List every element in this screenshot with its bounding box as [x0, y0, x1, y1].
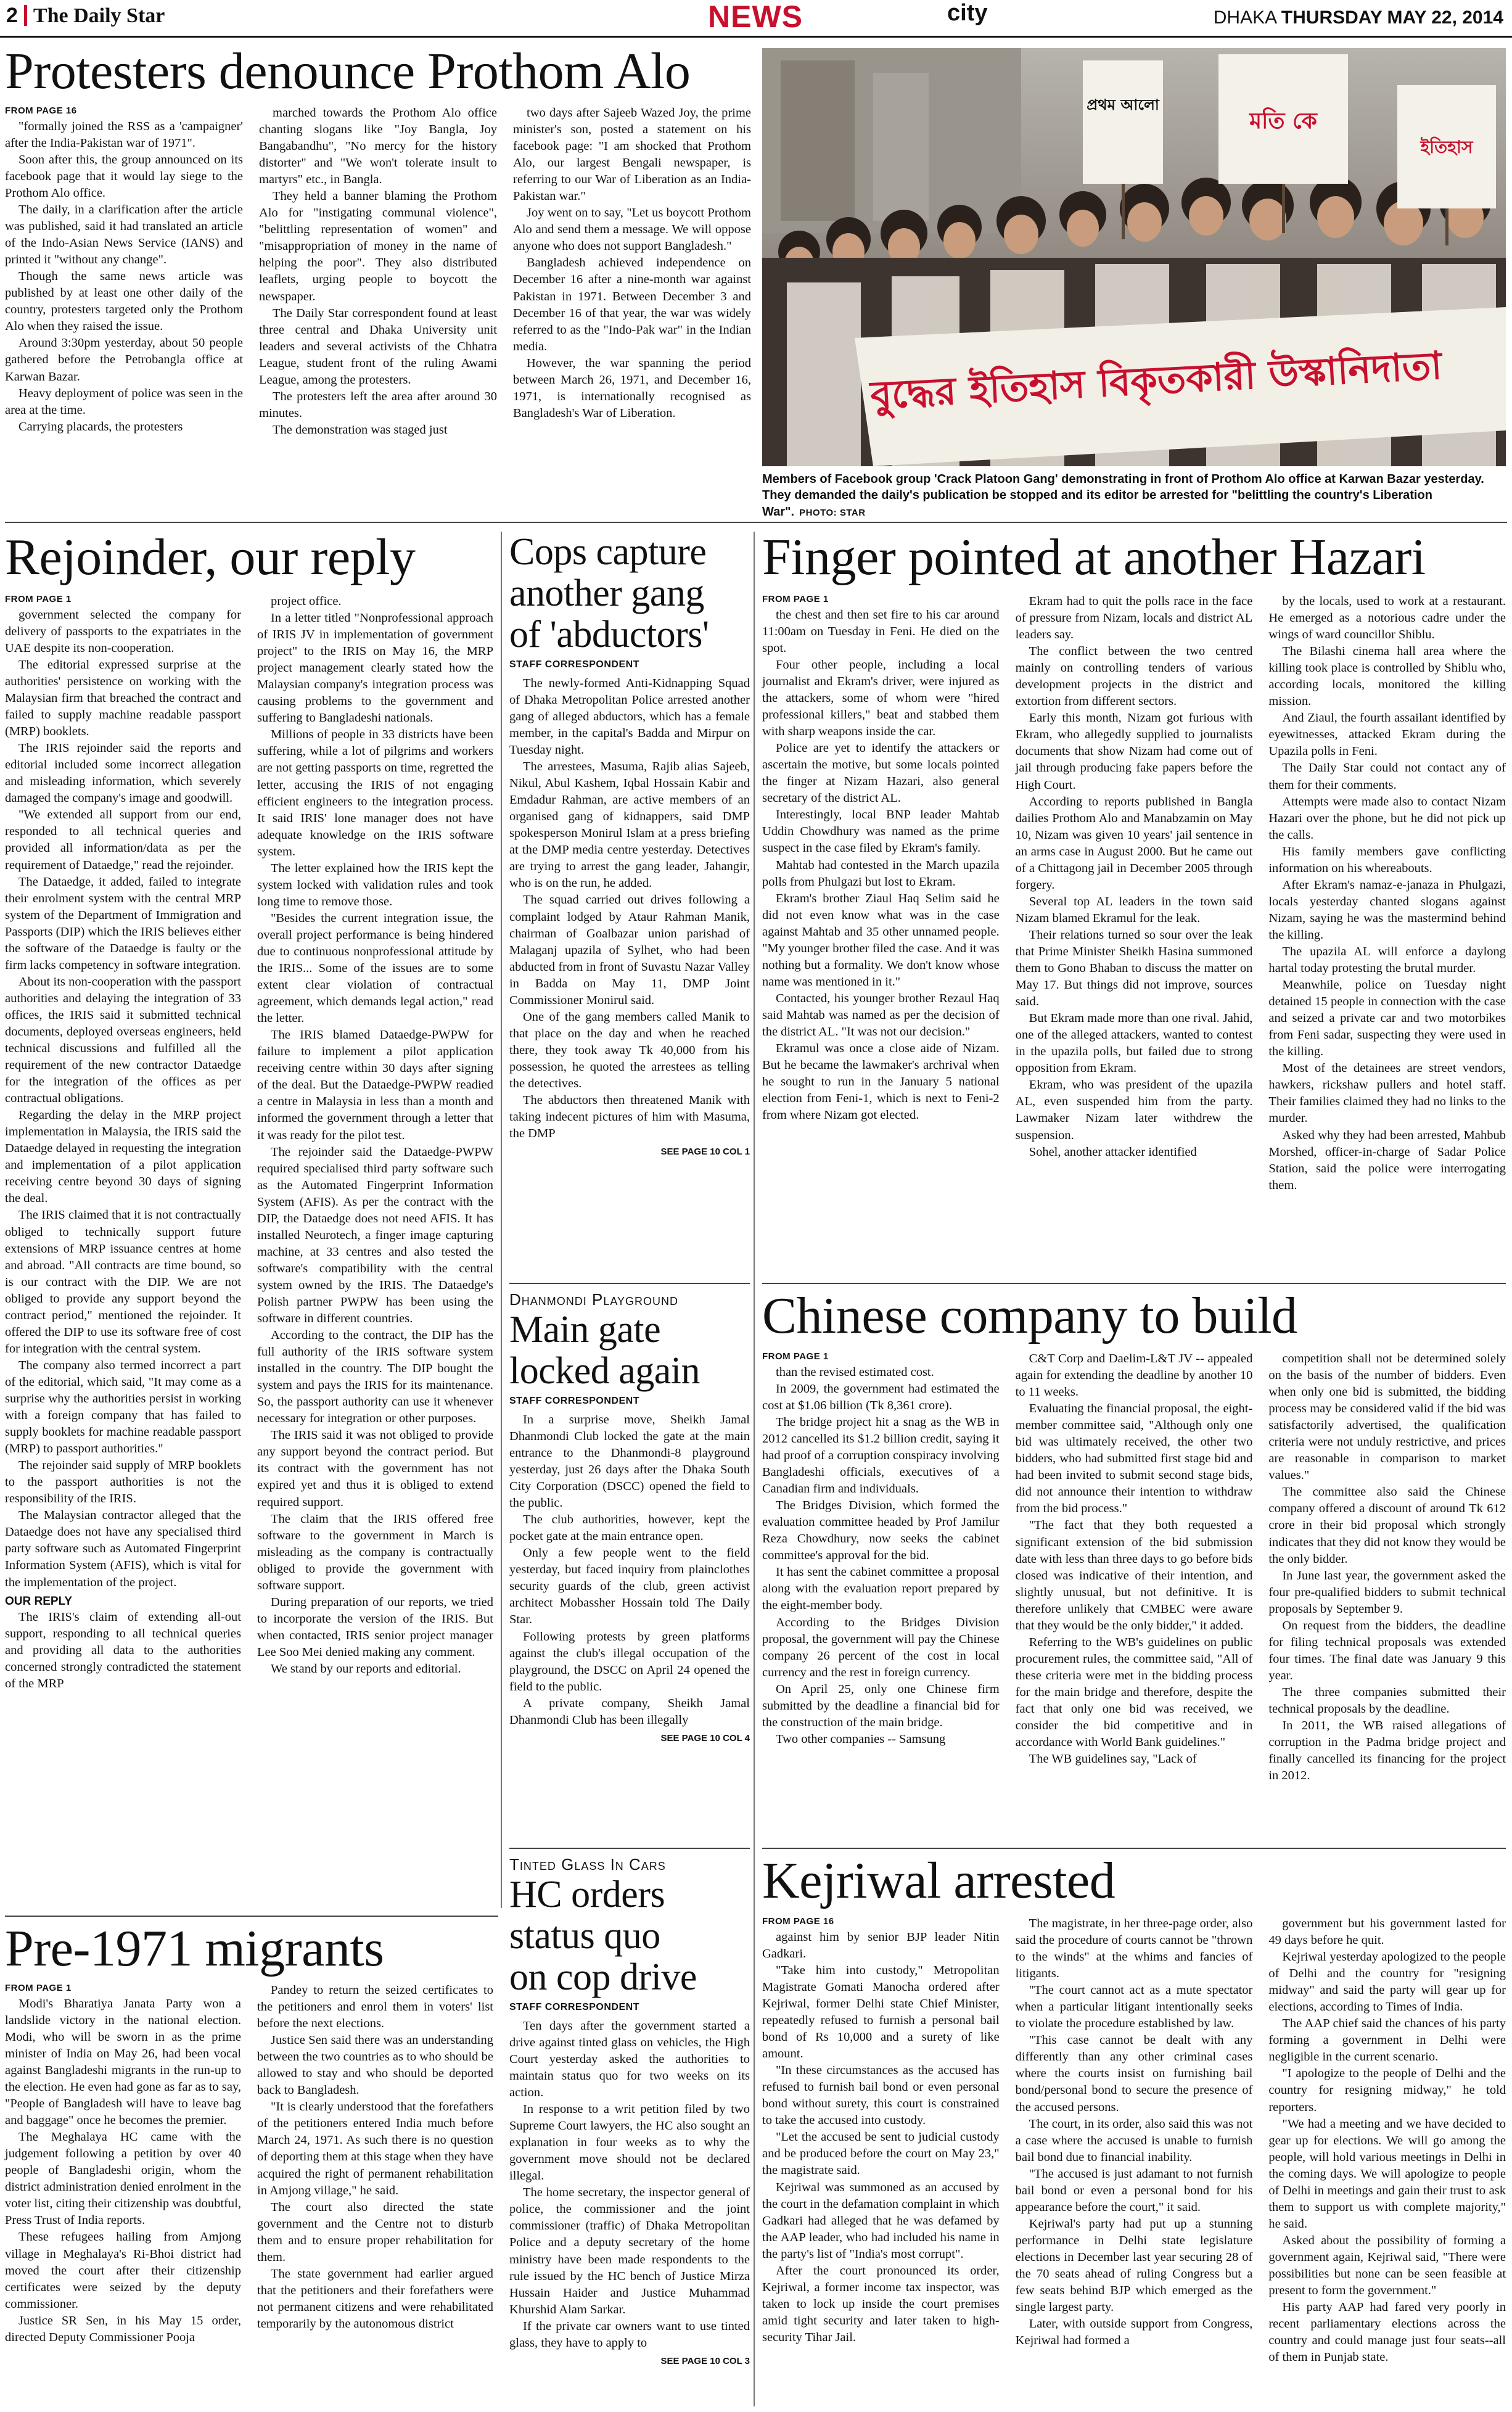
body-paragraph: Ten days after the government started a drive against tinted glass on vehicles, the High Court yesterday asked the authorities to maintain status quo for two weeks on its action. [509, 2019, 750, 2100]
protest-photo-illustration [762, 48, 1506, 466]
body-paragraph: The claim that the IRIS offered free software to the government in March is misleading as the company is contractually obliged to provide the government with software support. [257, 1512, 493, 1592]
body-paragraph: Four other people, including a local journalist and Ekram's driver, were injured as the attackers, some of whom were "hired professional killers," beat and stabbed them with sharp weapons inside the car. [762, 657, 1000, 739]
body-paragraph: Interestingly, local BNP leader Mahtab Uddin Chowdhury was named as the prime suspect in the case filed by Ekram's family. [762, 808, 1000, 855]
body-paragraph: The Bridges Division, which formed the evaluation committee headed by Prof Jamilur Reza Chowdhury, now seeks the cabinet committee's approval for the bid. [762, 1499, 1000, 1563]
story-cops [509, 531, 750, 1158]
chinese-col-3 [1268, 1351, 1506, 1819]
body-paragraph: The abductors then threatened Manik with taking indecent pictures of him with Masuma, the DMP [509, 1093, 750, 1141]
story-chinese-body [762, 1351, 1506, 1819]
jump-line: SEE PAGE 10 COL 3 [660, 2355, 750, 2366]
our-reply-text: The IRIS's claim of extending all-out support, responding to all technical queries and providing all data to the authorities concerned strongly contradicted the statement of the MRP [5, 1610, 241, 1690]
body-paragraph: Attempts were made also to contact Nizam Hazari over the phone, but he did not pick up the calls. [1268, 794, 1506, 842]
paper-name: The Daily Star [33, 4, 165, 27]
body-paragraph: Carrying placards, the protesters [18, 419, 183, 434]
body-paragraph: Ekram had to quit the polls race in the face of pressure from Nizam, locals and district AL leaders say. [1015, 595, 1253, 642]
banner-text: বুদ্ধের ইতিহাস বিকৃতকারী উস্কানিদাতা [869, 342, 1444, 418]
photo-credit: PHOTO: STAR [799, 507, 866, 518]
body-paragraph: The Malaysian contractor alleged that the Dataedge does not have any specialised third party software such as Automated Fingerprint Information System (AFIS), which is vital for the implementation of the project. [5, 1509, 241, 1589]
headline-line: Cops capture [509, 531, 707, 573]
body-paragraph: Referring to the WB's guidelines on public procurement rules, the committee said, "All of these criteria were met in the bidding process for the main bridge and therefore, despite the fact that only one bid was received, we consider the bid competitive and in accordance with World Bank guidelines." [1015, 1635, 1253, 1750]
body-paragraph: During preparation of our reports, we tried to incorporate the version of the IRIS. But when contacted, IRIS senior project manager Lee Soo Mei denied making any comment. [257, 1595, 493, 1659]
from-page-label: FROM PAGE 1 [762, 594, 829, 604]
body-paragraph: In June last year, the government asked the four pre-qualified bidders to submit technical proposals by September 9. [1268, 1568, 1506, 1616]
body-paragraph: These refugees hailing from Amjong village in Meghalaya's Ri-Bhoi district had moved the court after their citizenship certificates were seized by the deputy commissioner. [5, 2230, 241, 2311]
body-paragraph: It has sent the cabinet committee a proposal along with the evaluation report prepared by the eight-member body. [762, 1565, 1000, 1613]
section-name: NEWS [708, 0, 803, 34]
rejoinder-col-1 [5, 593, 241, 1906]
body-paragraph: Contacted, his younger brother Rezaul Haq said Mahtab was named as per the decision of the district AL. "It was not our decision." [762, 991, 1000, 1039]
body-paragraph: After the court pronounced its order, Kejriwal, a former income tax inspector, was taken to lock up inside the court premises amid tight security and later taken to high-security Tihar Jail. [762, 2263, 1000, 2344]
headline-line: on cop drive [509, 1956, 697, 1998]
body-paragraph: The company also termed incorrect a part of the editorial, which said, "It may come as a surprise why the authorities persist in working with a foreign company that has failed to supply booklets for machine readable passport (MRP) to passport authorities." [5, 1358, 241, 1456]
headline-migrants: Pre-1971 migrants [5, 1920, 384, 1977]
story-dhanmondi [509, 1290, 750, 1813]
placard-3-text: ইতিহাস [1420, 137, 1473, 157]
body-paragraph: The home secretary, the inspector general of police, the commissioner and the joint commissioner (traffic) of Dhaka Metropolitan Police and a deputy secretary of the home ministry have been made respondents to the rule issued by the HC bench of Justice Mirza Hussain Haider and Justice Muhammad Khurshid Alam Sarkar. [509, 2186, 750, 2316]
body-paragraph: The arrestees, Masuma, Rajib alias Sajeeb, Nikul, Abul Kashem, Iqbal Hossain Kabir and Emdadur Rahman, are active members of an organised gang of kidnappers, said DMP spokesperson Monirul Islam at a press briefing at the DMP media centre yesterday. Detectives are trying to arrest the gang leader, Jahangir, who is on the run, he added. [509, 760, 750, 891]
protest-photo [762, 48, 1506, 466]
placard-2-text: মতি কে [1249, 109, 1317, 134]
headline-line: another gang [509, 572, 704, 614]
body-paragraph: The Daily Star could not contact any of them for their comments. [1268, 761, 1506, 792]
byline: STAFF CORRESPONDENT [509, 2001, 639, 2012]
body-paragraph: They held a banner blaming the Prothom Alo for "instigating communal violence", "belittling representation of women" and "misappropriation of money in the name of helping the poor". They also distributed leaflets, urging people to boycott the newspaper. [259, 189, 497, 303]
body-paragraph: "Let the accused be sent to judicial custody and be produced before the court on May 23," the magistrate said. [762, 2130, 1000, 2178]
body-paragraph: project office. [271, 595, 342, 608]
dateline [1214, 7, 1503, 28]
body-paragraph: Early this month, Nizam got furious with Ekram, who allegedly supplied to journalists documents that show Nizam had come out of jail through producing fake papers before the High Court. [1015, 711, 1253, 792]
column-rule-a [501, 532, 502, 1908]
placard-1-text: প্রথম আলো [1087, 96, 1159, 113]
body-paragraph: A private company, Sheikh Jamal Dhanmondi Club has been illegally [509, 1696, 750, 1727]
headline-line: Main gate [509, 1309, 661, 1351]
migrants-col-1 [5, 1982, 241, 2406]
kicker: Dhanmondi Playground [509, 1290, 679, 1309]
dateline-date: THURSDAY MAY 22, 2014 [1281, 7, 1503, 28]
photo-caption-text: Members of Facebook group 'Crack Platoon Gang' demonstrating in front of Prothom Alo office at Karwan Bazar yesterday. They demanded the daily's publication be stopped and its editor be arrested for "belittling the country's Liberation War". [762, 472, 1484, 519]
headline-chinese: Chinese company to build [762, 1287, 1297, 1344]
body-paragraph: About its non-cooperation with the passport authorities and delaying the integration of 33 offices, the IRIS said it submitted technical documents, deployed overseas engineers, held technical discussions and fulfilled all the requirement of the new contractor Dataedge for the integration of the offices as per contractual obligations. [5, 974, 241, 1106]
body-paragraph: The club authorities, however, kept the pocket gate at the main entrance open. [509, 1513, 750, 1544]
body-paragraph: We stand by our reports and editorial. [271, 1662, 461, 1676]
body-paragraph: Most of the detainees are street vendors, hawkers, rickshaw pullers and hotel staff. Their families claimed they had no links to the murder. [1268, 1061, 1506, 1126]
body-paragraph: Pandey to return the seized certificates to the petitioners and enrol them in voters' list before the next elections. [257, 1983, 493, 2031]
body-paragraph: Around 3:30pm yesterday, about 50 people gathered before the Petrobangla office at Karwan Bazar. [5, 336, 243, 384]
headline-rejoinder: Rejoinder, our reply [5, 529, 416, 586]
body-paragraph: two days after Sajeeb Wazed Joy, the prime minister's son, posted a statement on his facebook page: "I am shocked that Prothom Alo, our largest Bengali newspaper, is referring to our War of Liberation as an India-Pakistan war." [513, 106, 751, 204]
body-paragraph: On request from the bidders, the deadline for filing technical proposals was extended four times. The final date was January 9 this year. [1268, 1618, 1506, 1682]
body-paragraph: Ekram's brother Ziaul Haq Selim said he did not even know what was in the case against Mahtab and 35 other unnamed people. "My younger brother filed the case. And it was nothing but a formality. We don't know whose name was mentioned in it." [762, 891, 1000, 989]
body-paragraph: Police are yet to identify the attackers or ascertain the motive, but some locals pointed the finger at Nizam Hazari, also general secretary of the district AL. [762, 741, 1000, 805]
column-rule-b [754, 532, 755, 2406]
headline-line: HC orders [509, 1874, 665, 1916]
body-paragraph: "The fact that they both requested a significant extension of the bid submission date with less than three days to go before bids closed was indicative of their intention, and slightly unusual, but not definitive. It is therefore unlikely that CMBEC were aware that they would be the only bidder," it added. [1015, 1518, 1253, 1632]
body-paragraph: The letter explained how the IRIS kept the system locked with validation rules and took long time to remove those. [257, 861, 493, 908]
body-paragraph: After Ekram's namaz-e-janaza in Phulgazi, locals yesterday chanted slogans against Nizam, saying he was the mastermind behind the killing. [1268, 878, 1506, 942]
body-paragraph: In a letter titled "Nonprofessional approach of IRIS JV in implementation of government project" to the IRIS on May 16, the MRP project management clearly stated how the Malaysian company's integration process was causing problems to the government and suffering to Bangladeshi nationals. [257, 611, 493, 725]
body-paragraph: Later, with outside support from Congress, Kejriwal had formed a [1015, 2317, 1253, 2348]
body-paragraph: Kejriwal yesterday apologized to the people of Delhi and the country for "resigning midway" and said the party will gear up for elections, according to Times of India. [1268, 1950, 1506, 2014]
body-paragraph: The daily, in a clarification after the article was published, said it had translated an article of the Indo-Asian News Service (IANS) and printed it "without any change". [5, 203, 243, 267]
hazari-col-3 [1268, 593, 1506, 1270]
body-paragraph: In 2009, the government had estimated the cost at $1.06 billion (Tk 8,361 crore). [762, 1381, 1000, 1412]
byline: STAFF CORRESPONDENT [509, 659, 639, 670]
body-paragraph: The rejoinder said the Dataedge-PWPW required specialised third party software such as the Automated Fingerprint Information System (AFIS). As per the contract with the DIP, the Dataedge does not need AFIS. It has installed Neurotech, a finger image capturing machine, at 33 centres and also tested the software's compatibility with the central system owned by the IRIS. The Dataedge's Polish partner PWPW has been using the software in different countries. [257, 1145, 493, 1326]
photo-caption [762, 471, 1506, 520]
body-paragraph: "In these circumstances as the accused has refused to furnish bail bond or even personal bond without surety, this court is constrained to take the accused into custody. [762, 2064, 1000, 2128]
body-paragraph: Kejriwal was summoned as an accused by the court in the defamation complaint in which Gadkari had alleged that he was defamed by the AAP leader, who had included his name in the party's list of "India's most corrupt". [762, 2180, 1000, 2261]
our-reply-label: OUR REPLY [5, 1594, 73, 1608]
body-paragraph: The IRIS claimed that it is not contractually obliged to technically support future extensions of MRP issuance centres at home and abroad. "All contracts are time bound, so is our contract with the DIP. We are not obliged to provide any support beyond the contract period," mentioned the rejoinder. It offered the DIP to use its software free of cost for integration with the central system. [5, 1208, 241, 1356]
body-paragraph: If the private car owners want to use tinted glass, they have to apply to [509, 2319, 750, 2350]
body-paragraph: The rejoinder said supply of MRP booklets to the passport authorities is not the responsibility of the IRIS. [5, 1459, 241, 1506]
body-paragraph: The Dataedge, it added, failed to integrate their enrolment system with the central MRP system of the Department of Immigration and Passports (DIP) which the IRIS believes either the software of the Dataedge is faulty or the firm lacks competency in software integration. [5, 875, 241, 972]
body-paragraph: His party AAP had fared very poorly in recent parliamentary elections across the country and could manage just four seats--all of them in Punjab state. [1268, 2300, 1506, 2365]
jump-line: SEE PAGE 10 COL 4 [660, 1732, 750, 1743]
body-paragraph: Asked about the possibility of forming a government again, Kejriwal said, "There were possibilities but none can be seen feasible at present to form the government." [1268, 2233, 1506, 2298]
headline-line: locked again [509, 1349, 701, 1392]
body-paragraph: "We extended all support from our end, responded to all technical queries and provided all information/data as per the requirement of Dataedge," read the rejoinder. [5, 808, 241, 872]
body-paragraph: marched towards the Prothom Alo office chanting slogans like "Joy Bangla, Joy Bangabandhu", "No mercy for the history distorter" and "We won't tolerate insult to martyrs" etc., in Bangla. [259, 106, 497, 187]
section-rule-4 [5, 1916, 498, 1917]
body-paragraph: The Meghalaya HC came with the judgement following a petition by over 40 people of Bangladeshi origin, whom the district administration denied enrolment in the voter list, citing their citizenship was doubtful, Press Trust of India reports. [5, 2130, 241, 2228]
kicker: Tinted Glass In Cars [509, 1855, 666, 1874]
body-paragraph: The court also directed the state government and the Centre not to disturb them and to ensure proper rehabilitation for them. [257, 2200, 493, 2264]
body-paragraph: The IRIS rejoinder said the reports and editorial included some incorrect allegation and misleading information, which severely damaged the company's image and goodwill. [5, 741, 241, 805]
body-paragraph: The WB guidelines say, "Lack of [1029, 1752, 1197, 1766]
body-paragraph: by the locals, used to work at a restaurant. He emerged as a notorious cadre under the wings of ward councillor Shiblu. [1268, 595, 1506, 642]
body-paragraph: Though the same news article was published by at least one other daily of the country, protesters targeted only the Prothom Alo when they raised the issue. [5, 270, 243, 334]
body-paragraph: The editorial expressed surprise at the authorities' persistence on working with the Malaysian firm that breached the contract and failed to supply machine readable passport (MRP) booklets. [5, 657, 241, 739]
prothom-col-2 [259, 105, 497, 506]
body-paragraph: On April 25, only one Chinese firm submitted by the deadline a financial bid for the construction of the main bridge. [762, 1682, 1000, 1729]
body-paragraph: In response to a writ petition filed by two Supreme Court lawyers, the HC also sought an explanation in four weeks as to why the government move should not be declared illegal. [509, 2102, 750, 2183]
body-paragraph: Joy went on to say, "Let us boycott Prothom Alo and send them a message. We will oppose anyone who does not support Bangladesh." [513, 206, 751, 253]
story-prothom-body [5, 105, 751, 506]
body-paragraph: "Take him into custody," Metropolitan Magistrate Gomati Manocha ordered after Kejriwal, former Delhi state Chief Minister, repeatedly refused to furnish a personal bail bond of Rs 10,000 and a surety of like amount. [762, 1963, 1000, 2061]
body-paragraph: Heavy deployment of police was seen in the area at the time. [5, 386, 243, 417]
body-paragraph: The Daily Star correspondent found at least three central and Dhaka University unit leaders and several activists of the Chhatra League, student front of the ruling Awami League, among the protesters. [259, 306, 497, 387]
hc-body [509, 2018, 750, 2388]
body-paragraph: Justice Sen said there was an understanding between the two countries as to who should be allowed to stay and who should be deported back to Bangladesh. [257, 2033, 493, 2097]
body-paragraph: Several top AL leaders in the town said Nizam blamed Ekramul for the leak. [1015, 894, 1253, 925]
body-paragraph: The bridge project hit a snag as the WB in 2012 cancelled its $1.2 billion credit, saying it had proof of a corruption conspiracy involving Bangladeshi officials, executives of a Canadian firm and individuals. [762, 1415, 1000, 1496]
body-paragraph: According to the contract, the DIP has the full authority of the IRIS software system installed in the country. The DIP bought the system and pays the IRIS for its maintenance. So, the passport authority can use it whenever necessary for integration or other purposes. [257, 1328, 493, 1426]
body-paragraph: Their relations turned so sour over the leak that Prime Minister Sheikh Hasina summoned them to Gono Bhaban to discuss the matter on May 17. But things did not improve, sources said. [1015, 928, 1253, 1009]
chinese-col-1 [762, 1351, 1000, 1819]
headline-hc [509, 1874, 750, 1998]
story-rule-cops [509, 1283, 750, 1284]
body-paragraph: The IRIS said it was not obliged to provide any support beyond the contract period. But its contract with the government has not expired yet and thus it is obliged to extend required support. [257, 1428, 493, 1509]
kejriwal-col-2 [1016, 1916, 1253, 2406]
prothom-col-1 [5, 105, 243, 506]
body-paragraph: government selected the company for delivery of passports to the expatriates in the UAE despite its non-cooperation. [5, 607, 241, 655]
body-paragraph: than the revised estimated cost. [776, 1365, 934, 1379]
masthead [0, 0, 1512, 38]
body-paragraph: The committee also said the Chinese company offered a discount of around Tk 612 crore in their bid proposal which strongly indicates that they did not know they would be the only bidder. [1268, 1485, 1506, 1566]
chinese-col-2 [1016, 1351, 1253, 1819]
from-page-label: FROM PAGE 16 [5, 105, 77, 116]
rejoinder-col-2 [257, 593, 493, 1906]
headline-kejriwal: Kejriwal arrested [762, 1852, 1116, 1909]
prothom-col-3 [513, 105, 751, 506]
body-paragraph: competition shall not be determined solely on the basis of the number of bidders. Even when only one bid is submitted, the bidding process may be considered valid if the bid was satisfactorily advertised, the qualification criteria were not unduly restrictive, and prices are reasonable in comparison to market values." [1268, 1352, 1506, 1483]
body-paragraph: In 2011, the WB raised allegations of corruption in the Padma bridge project and finally cancelled its financing for the project in 2012. [1268, 1719, 1506, 1783]
body-paragraph: "The accused is just adamant to not furnish bail bond or even a personal bond for his appearance before the court," it said. [1015, 2167, 1253, 2214]
body-paragraph: "It is clearly understood that the forefathers of the petitioners entered India much before March 24, 1971. As such there is no question of deporting them at this stage when they have acquired the right of permanent rehabilitation in Amjong village," he said. [257, 2100, 493, 2197]
body-paragraph: Only a few people went to the field yesterday, but faced inquiry from plainclothes security guards of the club, green activist architect Mobassher Hossain told The Daily Star. [509, 1546, 750, 1627]
body-paragraph: "Besides the current integration issue, the overall project performance is being hindered due to continuous nonprofessional attitude by the IRIS... Some of the issues are to some extent clear violation of contractual agreement, which demands legal action," read the letter. [257, 911, 493, 1026]
body-paragraph: The court, in its order, also said this was not a case where the accused is unable to furnish bail bond due to financial inability. [1015, 2117, 1253, 2164]
body-paragraph: "I apologize to the people of Delhi and the country for resigning midway," he told reporters. [1268, 2067, 1506, 2114]
body-paragraph: "We had a meeting and we have decided to gear up for elections. We will go among the people, will hold various meetings in Delhi in the coming days. We will apologize to people of Delhi in meetings and gain their trust to ask them to support us with complete majority," he said. [1268, 2117, 1506, 2231]
body-paragraph: Sohel, another attacker identified [1029, 1145, 1197, 1159]
from-page-label: FROM PAGE 1 [5, 594, 72, 604]
body-paragraph: According to the Bridges Division proposal, the government will pay the Chinese company 26 percent of the cost in local currency and the rest in foreign currency. [762, 1615, 1000, 1679]
body-paragraph: The conflict between the two centred mainly on controlling tenders of various development projects in the district and extortion from different sectors. [1015, 644, 1253, 709]
body-paragraph: The IRIS blamed Dataedge-PWPW for failure to implement a pilot application receiving centre within 30 days after signing of the deal. But the Dataedge-PWPW readied a centre in Malaysia in less than a month and informed the government through a letter that it was ready for the pilot test. [257, 1028, 493, 1142]
body-paragraph: And Ziaul, the fourth assailant identified by eyewitnesses, attacked Ekram during the Upazila polls in Feni. [1268, 711, 1506, 759]
body-paragraph: Meanwhile, police on Tuesday night detained 15 people in connection with the case and seized a private car and two motorbikes from Feni sadar, suspecting they were used in the killing. [1268, 978, 1506, 1059]
body-paragraph: Modi's Bharatiya Janata Party won a landslide victory in the national election. Modi, who will be sworn in as the prime minister of India on May 26, had been vocal against Bangladeshi migrants in the run-up to the election. He even had gone as far as to say, "People of Bangladesh will have to leave bag and baggage" once he becomes the premier. [5, 1996, 241, 2128]
body-paragraph: The protesters left the area after around 30 minutes. [259, 389, 497, 420]
body-paragraph: The Bilashi cinema hall area where the killing took place is controlled by Shiblu who, according locals, monitored the killing mission. [1268, 644, 1506, 709]
body-paragraph: The three companies submitted their technical proposals by the deadline. [1268, 1685, 1506, 1716]
body-paragraph: Mahtab had contested in the March upazila polls from Phulgazi but lost to Ekram. [762, 858, 1000, 889]
body-paragraph: His family members gave conflicting information on his whereabouts. [1268, 844, 1506, 875]
body-paragraph: Soon after this, the group announced on its facebook page that it would lay siege to the Prothom Alo office. [5, 152, 243, 200]
story-migrants-body [5, 1982, 493, 2406]
body-paragraph: Asked why they had been arrested, Mahbub Morshed, officer-in-charge of Sadar Police Station, said the police were interrogating them. [1268, 1128, 1506, 1192]
headline-hazari: Finger pointed at another Hazari [762, 529, 1426, 586]
body-paragraph: Justice SR Sen, in his May 15 order, directed Deputy Commissioner Pooja [5, 2313, 241, 2344]
migrants-col-2 [257, 1982, 493, 2406]
body-paragraph: Regarding the delay in the MRP project implementation in Malaysia, the IRIS said the Dataedge delayed in requesting the integration and implementation of a pilot application receiving centre beyond 30 days of signing the deal. [5, 1108, 241, 1206]
body-paragraph: According to reports published in Bangla dailies Prothom Alo and Manabzamin on May 10, Nizam was given 10 years' jail sentence in an arms case in August 2000. But he came out of a Chittagong jail in December 2005 through forgery. [1015, 794, 1253, 892]
section-rule-3 [762, 1848, 1506, 1849]
section-rule-1 [5, 522, 1507, 523]
headline-line: status quo [509, 1914, 660, 1957]
body-paragraph: Ekramul was once a close aide of Nizam. But he became the lawmaker's archrival when he sought to run in the January 5 national election from Feni-1, which is next to Feni-2 from where Nizam got elected. [762, 1042, 1000, 1122]
body-paragraph: Bangladesh achieved independence on December 16 after a nine-month war against Pakistan in 1971. Between December 3 and December 16 of that year, the war was widely referred to as the "Indo-Pak war" in the Indian media. [513, 256, 751, 353]
headline-cops [509, 532, 750, 656]
subsection-name: city [947, 0, 988, 26]
dhanmondi-body [509, 1412, 750, 1813]
from-page-label: FROM PAGE 16 [762, 1916, 834, 1927]
body-paragraph: the chest and then set fire to his car around 11:00am on Tuesday in Feni. He died on the spot. [762, 607, 1000, 655]
body-paragraph: The demonstration was staged just [273, 422, 448, 437]
body-paragraph: "The court cannot act as a mute spectator when a particular litigant intentionally seeks to violate the procedure established by law. [1015, 1983, 1253, 2031]
body-paragraph: In a surprise move, Sheikh Jamal Dhanmondi Club locked the gate at the main entrance to the Dhanmondi-8 playground yesterday, just 26 days after the Dhaka South City Corporation (DSCC) opened the field to the public. [509, 1412, 750, 1510]
body-paragraph: Ekram, who was president of the upazila AL, even suspended him from the party. Lawmaker Nizam later withdrew the suspension. [1015, 1078, 1253, 1142]
story-hazari-body [762, 593, 1506, 1270]
body-paragraph: But Ekram made more than one rival. Jahid, one of the alleged attackers, wanted to contest in the upazila polls, but failed due to strong opposition from Ekram. [1015, 1011, 1253, 1076]
body-paragraph: However, the war spanning the period between March 26, 1971, and December 16, 1971, is internationally recognised as Bangladesh's War of Liberation. [513, 356, 751, 420]
byline: STAFF CORRESPONDENT [509, 1395, 639, 1406]
masthead-divider [24, 5, 27, 26]
section-rule-2 [762, 1283, 1506, 1284]
body-paragraph: The upazila AL will enforce a daylong hartal today protesting the brutal murder. [1268, 944, 1506, 976]
body-paragraph: Two other companies -- Samsung [776, 1732, 946, 1746]
body-paragraph: Millions of people in 33 districts have been suffering, while a lot of pilgrims and workers are not getting passports on time, regretted the letter, accusing the IRIS of not engaging efficient engineers to the integration process. It said IRIS' lone manager does not have adequate knowledge on the IRIS software system. [257, 728, 493, 858]
body-paragraph: "This case cannot be dealt with any differently than any other criminal cases where the courts insist on furnishing bail bond/personal bond to secure the presence of the accused persons. [1015, 2033, 1253, 2114]
body-paragraph: against him by senior BJP leader Nitin Gadkari. [762, 1930, 1000, 1961]
body-paragraph: The state government had earlier argued that the petitioners and their forefathers were not permanent citizens and were rehabilitated temporarily by the autonomous district [257, 2266, 493, 2331]
kejriwal-col-1 [762, 1916, 1000, 2406]
body-paragraph: The AAP chief said the chances of his party forming a government in Delhi were negligible in the current scenario. [1268, 2017, 1506, 2064]
story-hc [509, 1855, 750, 2388]
body-paragraph: One of the gang members called Manik to that place on the day and when he reached there, they took away Tk 40,000 from his possession, he quoted the arrestees as telling the detectives. [509, 1010, 750, 1090]
page-number: 2 [6, 4, 18, 27]
masthead-left [6, 4, 165, 28]
headline-dhanmondi [509, 1309, 750, 1392]
body-paragraph: C&T Corp and Daelim-L&T JV -- appealed again for extending the deadline by another 10 to 11 weeks. [1015, 1352, 1253, 1399]
from-page-label: FROM PAGE 1 [762, 1351, 829, 1362]
hazari-col-2 [1016, 593, 1253, 1270]
body-paragraph: Evaluating the financial proposal, the eight-member committee said, "Although only one bid was ultimately received, the other two bidders, who had submitted first stage bid and had been invited to submit second stage bids, did not announce their intention to withdraw from the bid process." [1015, 1402, 1253, 1516]
cops-body [509, 675, 750, 1158]
body-paragraph: The newly-formed Anti-Kidnapping Squad of Dhaka Metropolitan Police arrested another gang of alleged abductors, which has a female member, in the capital's Badda and Mirpur on Tuesday night. [509, 676, 750, 757]
headline-prothom: Protesters denounce Prothom Alo [5, 43, 691, 100]
body-paragraph: Following protests by green platforms against the club's illegal occupation of the playground, the DSCC on April 24 opened the field to the public. [509, 1629, 750, 1694]
story-rule-dhanmondi [509, 1848, 750, 1849]
body-paragraph: Kejriwal's party had put up a stunning performance in Delhi state legislature elections in December last year securing 28 of the 70 seats ahead of ruling Congress but a few seats behind BJP which emerged as the single largest party. [1015, 2216, 1253, 2315]
kejriwal-col-3 [1268, 1916, 1506, 2406]
body-paragraph: The magistrate, in her three-page order, also said the procedure of courts cannot be "thrown to the winds" at the whims and fancies of litigants. [1015, 1917, 1253, 1981]
dateline-city: DHAKA [1213, 7, 1276, 28]
body-paragraph: The squad carried out drives following a complaint lodged by Ataur Rahman Manik, chairman of Goalbazar union parishad of Malaganj upazila of Sylhet, who had been abducted from in front of Suvastu Nazar Valley in Badda on May 11, DMP Joint Commissioner Monirul said. [509, 893, 750, 1007]
from-page-label: FROM PAGE 1 [5, 1983, 72, 1993]
jump-line: SEE PAGE 10 COL 1 [660, 1146, 750, 1158]
headline-line: of 'abductors' [509, 613, 709, 656]
body-paragraph: "formally joined the RSS as a 'campaigner' after the India-Pakistan war of 1971". [5, 119, 243, 150]
body-paragraph: government but his government lasted for 49 days before he quit. [1268, 1917, 1506, 1948]
story-kejriwal-body [762, 1916, 1506, 2406]
story-rejoinder-body [5, 593, 493, 1906]
hazari-col-1 [762, 593, 1000, 1270]
